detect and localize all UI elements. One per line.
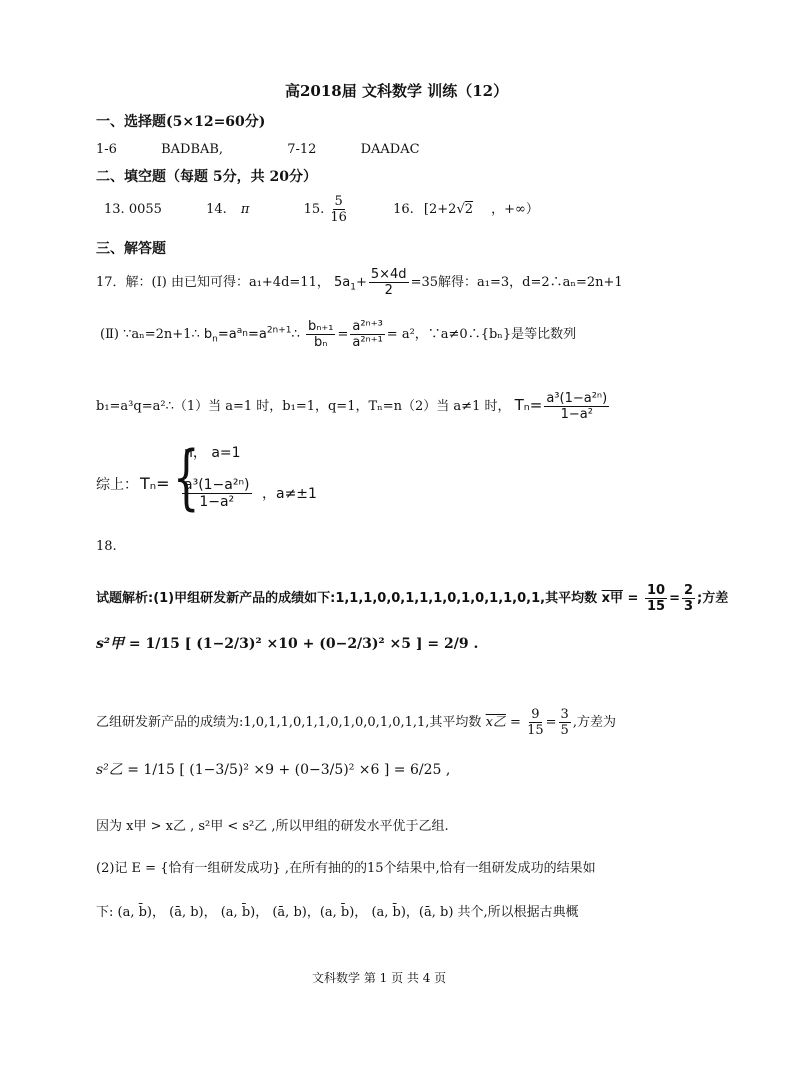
q18-part1-variance-2 <box>96 763 450 777</box>
q18-p1-tail: ;方差 <box>697 591 729 606</box>
q17-summary-label: 综上： <box>96 477 138 493</box>
q17-case-1: n， a=1 <box>184 445 241 461</box>
q16-answer-pre: [2+2 <box>423 202 457 217</box>
q17-line2-frac2-num: a²ⁿ⁺³ <box>352 319 383 334</box>
q17-line2-post: = a²，∵a≠0∴{bₙ}是等比数列 <box>386 327 577 342</box>
q18-p1-mean-sym: x甲 <box>601 591 624 606</box>
q15-label: 15. <box>303 202 325 217</box>
q17-summary-T: Tₙ= <box>140 474 170 493</box>
q17-line3-frac-num: a³(1−a²ⁿ) <box>546 391 608 406</box>
q17-line1-pre: 17．解：(Ⅰ) 由已知可得：a₁+4d=11， <box>96 275 330 290</box>
q13-answer: 0055 <box>128 202 162 217</box>
q17-line3-fraction <box>544 392 609 421</box>
q15-fraction <box>330 195 347 224</box>
q18-part2-line2: 下: (a, b̄)， (ā, b)， (a, b̄)， (ā, b)，(a, b̄)， (a, b̄)，(ā, b) 共个,所以根据古典概 <box>96 905 579 920</box>
q18-p1-text: 试题解析:(1)甲组研发新产品的成绩如下:1,1,1,0,0,1,1,1,0,1,0,1,1,0,1,其平均数 <box>96 591 598 606</box>
q18-p2-frac1-num: 9 <box>531 707 540 722</box>
q17-line1-frac-num: 5×4d <box>370 267 407 282</box>
q18-part1-line2: 乙组研发新产品的成绩为:1,0,1,1,0,1,1,0,1,0,0,1,0,1,1,其平均数 x乙 = $\frac{9}{15}$ = $\frac{3}{5}$ ,方差为 <box>96 707 616 738</box>
q16-label: 16. <box>393 202 414 217</box>
q18-p2-mean-sym: x乙 <box>485 715 506 730</box>
q18-p2-tail: ,方差为 <box>572 715 616 730</box>
q17-line2-pre: (Ⅱ) ∵aₙ=2n+1∴ <box>100 327 200 342</box>
page-footer: 文科数学 第 1 页 共 4 页 <box>312 971 447 985</box>
q18-p1-frac1-den: 15 <box>646 599 666 614</box>
q18-part2-line1: (2)记 E = {恰有一组研发成功} ,在所有抽的的15个结果中,恰有一组研发成功的结果如 <box>96 861 596 876</box>
q15-numerator: 5 <box>334 194 343 209</box>
fill-in-answers-row <box>104 195 539 224</box>
q17-case2-num: a³(1−a²ⁿ) <box>184 477 250 493</box>
q15-denominator: 16 <box>330 210 347 225</box>
q18-p1-frac2-num: 2 <box>683 583 694 598</box>
q18-p2-text: 乙组研发新产品的成绩为:1,0,1,1,0,1,1,0,1,0,0,1,0,1,1,其平均数 <box>96 715 482 730</box>
q17-line-2: (Ⅱ) ∵aₙ=2n+1∴ $b_n=a^{a_n}=a^{2n+1}\therefore$ $\frac{\text{bₙ₊₁}}{\text{bₙ}}$ = $\frac{\text{a²ⁿ⁺³}}{\text{a²ⁿ⁺¹}}$ = a²，∵a≠0∴{bₙ}是等比数列 <box>100 319 577 350</box>
q17-line2-frac2-den: a²ⁿ⁺¹ <box>352 335 383 350</box>
q17-line3-pre: b₁=a³q=a²∴（1）当 a=1 时，b₁=1，q=1，Tₙ=n（2）当 a≠1 时， <box>96 399 511 414</box>
q18-comparison: 因为 x甲 > x乙 , s²甲 < s²乙 ,所以甲组的研发水平优于乙组. <box>96 819 449 834</box>
section-heading-solutions: 三、解答题 <box>96 241 166 257</box>
q17-line1-frac-den: 2 <box>384 283 393 298</box>
q17-case2-den: 1−a² <box>199 494 235 510</box>
q18-part1-variance <box>96 637 478 651</box>
section-heading-fill-in: 二、填空题（每题 5分，共 20分） <box>96 169 317 185</box>
range-1-6: 1-6 <box>96 142 117 157</box>
q18-p2-var-expr: = 1/15 [ (1−3/5)² ×9 + (0−3/5)² ×6 ] = 6/25 , <box>127 762 451 778</box>
q17-line1-post: =35解得：a₁=3，d=2∴aₙ=2n+1 <box>410 275 623 290</box>
q14-answer: π <box>240 202 250 217</box>
q16-answer-post: ，+∞） <box>491 202 539 217</box>
section-heading-multiple-choice: 一、选择题(5×12=60分) <box>96 114 266 130</box>
q18-number: 18. <box>96 539 117 554</box>
q18-p2-frac2 <box>559 708 571 737</box>
q17-case-2-fraction <box>182 478 252 509</box>
q17-line3-frac-den: 1−a² <box>560 407 593 422</box>
range-7-12: 7-12 <box>287 142 317 157</box>
q17-line2-frac1-den: bₙ <box>313 335 328 350</box>
q16-root: 2 <box>464 202 474 217</box>
q17-line-1: 17．解：(Ⅰ) 由已知可得：a₁+4d=11， $5a_1+$ $\frac{5\times 4d}{2}$ =35解得：a₁=3，d=2∴aₙ=2n+1 <box>96 267 623 298</box>
q18-p1-frac2 <box>682 584 695 613</box>
q18-p2-frac1-den: 15 <box>527 723 544 738</box>
answers-7-12: DAADAC <box>360 142 420 157</box>
q17-line1-fraction <box>369 268 409 297</box>
q18-p2-frac2-num: 3 <box>560 707 569 722</box>
q18-p1-frac2-den: 3 <box>683 599 694 614</box>
q18-part1-line1: 试题解析:(1)甲组研发新产品的成绩如下:1,1,1,0,0,1,1,1,0,1,0,1,1,0,1,其平均数 x甲 = $\frac{10}{15}$ = $\frac{2}{3}$ ;方差 <box>96 583 729 614</box>
q13-label: 13. <box>104 202 125 217</box>
q17-line3-T: Tₙ= <box>514 396 543 414</box>
q17-line2-frac1 <box>306 320 336 349</box>
q18-p2-frac1 <box>527 708 544 737</box>
q18-p1-var-expr: = 1/15 [ (1−2/3)² ×10 + (0−2/3)² ×5 ] = 2/9 . <box>128 636 479 652</box>
q18-p1-frac1 <box>645 584 667 613</box>
q17-case-2-condition: ，a≠±1 <box>262 486 317 502</box>
cases-brace: { <box>172 436 200 518</box>
choice-answers-row <box>96 143 420 156</box>
q17-line-3 <box>96 392 611 421</box>
sqrt-sign: √ <box>456 202 465 217</box>
q17-line2-b: $b_n=a^{a_n}=a^{2n+1}\therefore$ <box>203 325 300 345</box>
q17-line2-frac2 <box>350 320 384 349</box>
q18-p2-var-sym: s²乙 <box>96 762 123 778</box>
page-title: 高2018届 文科数学 训练（12） <box>285 82 509 100</box>
answers-1-6: BADBAB, <box>161 142 224 157</box>
q17-line1-5a: 5a <box>333 275 351 290</box>
q18-p1-frac1-num: 10 <box>646 583 666 598</box>
q18-p1-var-sym: s²甲 <box>96 636 125 652</box>
q17-line2-frac1-num: bₙ₊₁ <box>307 319 334 334</box>
q14-label: 14. <box>206 202 227 217</box>
q18-p2-frac2-den: 5 <box>560 723 569 738</box>
